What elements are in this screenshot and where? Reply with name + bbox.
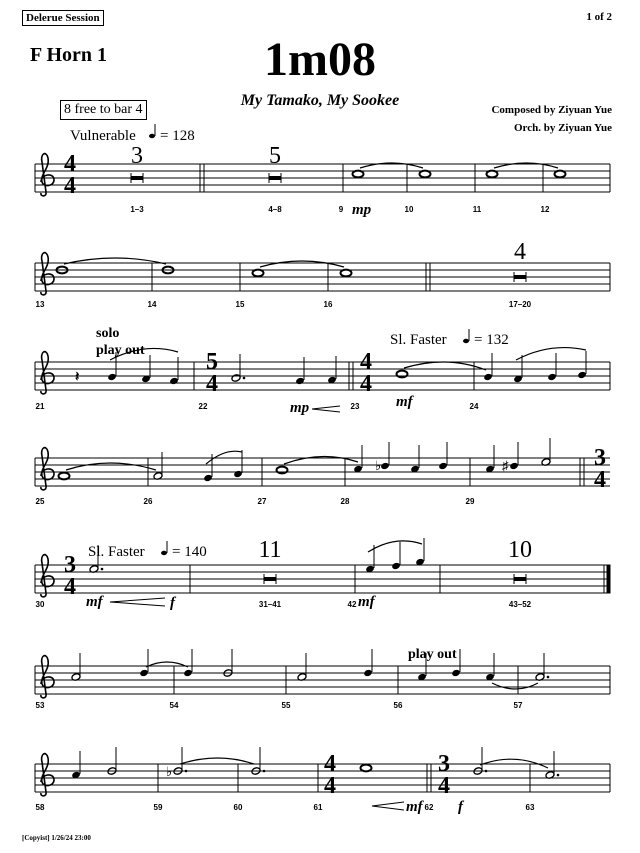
measure-number: 14: [147, 300, 157, 309]
measure-number: 12: [540, 205, 550, 214]
quarter-note: [483, 373, 493, 381]
measure-number: 58: [35, 803, 45, 812]
crescendo-hairpin: [110, 598, 165, 606]
whole-note: [361, 765, 372, 772]
time-sig-bottom: 4: [324, 773, 336, 799]
subtitle: My Tamako, My Sookee: [240, 92, 400, 109]
quarter-note: [380, 462, 390, 470]
measure-number: 60: [233, 803, 243, 812]
measure-number: 22: [198, 402, 208, 411]
measure-number: 16: [323, 300, 333, 309]
flat-icon: ♭: [375, 458, 382, 473]
measure-number: 54: [169, 701, 179, 710]
measure-number: 57: [513, 701, 523, 710]
treble-clef-icon: [41, 448, 54, 490]
time-sig-top: 4: [64, 151, 76, 177]
treble-clef-icon: [41, 555, 54, 597]
time-sig-bottom: 4: [594, 467, 606, 493]
dynamic: mp: [352, 202, 372, 218]
whole-note: [487, 171, 498, 178]
treble-clef-icon: [41, 656, 54, 698]
tie: [66, 463, 156, 470]
multirest-count: 10: [508, 537, 532, 563]
quarter-note: [107, 373, 117, 381]
measure-number: 62: [424, 803, 434, 812]
measure-number: 4–8: [268, 205, 282, 214]
quarter-note: [451, 669, 461, 677]
multirest-icon: [514, 574, 526, 584]
slur: [516, 348, 586, 360]
sharp-icon: ♯: [502, 458, 509, 473]
copyright-line: [Copyist] 1/26/24 23:00: [22, 834, 91, 842]
dynamic: f: [458, 799, 463, 815]
half-note: [231, 374, 241, 383]
part-name: F Horn 1: [30, 44, 108, 66]
crescendo-hairpin: [312, 406, 340, 412]
multirest-icon: [514, 272, 526, 282]
measure-number: 15: [235, 300, 245, 309]
tempo-value: = 128: [160, 128, 195, 144]
quarter-note: [183, 669, 193, 677]
time-sig-top: 3: [64, 552, 76, 578]
whole-note: [59, 473, 70, 480]
quarter-note: [203, 474, 213, 482]
measure-number: 23: [350, 402, 360, 411]
multirest-icon: [269, 173, 281, 183]
composer-credit: Composed by Ziyuan Yue: [491, 104, 612, 116]
quarter-note: [169, 377, 179, 385]
treble-clef-icon: [41, 754, 54, 796]
measure-number: 29: [465, 497, 475, 506]
quarter-note-icon: [149, 124, 155, 138]
quarter-note: [363, 669, 373, 677]
page-title: 1m08: [264, 33, 376, 86]
orchestrator-credit: Orch. by Ziyuan Yue: [513, 122, 612, 134]
system-6: [35, 647, 610, 710]
measure-number: 42: [347, 600, 357, 609]
dynamic: mf: [396, 394, 413, 410]
tie: [260, 261, 344, 267]
direction-solo: solo: [96, 326, 120, 341]
page-number: 1 of 2: [586, 11, 612, 23]
measure-number: 11: [472, 205, 482, 214]
system-1: [35, 124, 610, 218]
time-sig-bottom: 4: [206, 371, 218, 397]
measure-number: 28: [340, 497, 350, 506]
measure-number: 55: [281, 701, 291, 710]
tie: [180, 758, 254, 764]
measure-number: 61: [313, 803, 323, 812]
measure-number: 13: [35, 300, 45, 309]
quarter-note: [233, 470, 243, 478]
tempo-value: = 140: [172, 544, 207, 560]
time-sig-bottom: 4: [360, 371, 372, 397]
system-7: [35, 747, 610, 815]
time-sig-bottom: 4: [438, 773, 450, 799]
quarter-note-icon: [463, 329, 469, 343]
quarter-note-icon: [161, 541, 167, 555]
session-label: Delerue Session: [22, 10, 104, 26]
quarter-note: [391, 562, 401, 570]
measure-number: 9: [338, 205, 344, 214]
whole-note: [353, 171, 364, 178]
slur: [368, 541, 422, 552]
measure-number: 25: [35, 497, 45, 506]
rehearsal-box: 8 free to bar 4: [60, 100, 147, 120]
time-sig-bottom: 4: [64, 173, 76, 199]
direction-play-out: play out: [408, 647, 457, 662]
tempo-marking: Sl. Faster: [390, 332, 447, 348]
measure-number: 59: [153, 803, 163, 812]
time-sig-top: 3: [594, 445, 606, 471]
dynamic: mf: [406, 799, 423, 815]
decrescendo-hairpin: [372, 802, 404, 810]
multirest-count: 4: [514, 239, 526, 265]
tempo-marking: Vulnerable: [70, 128, 136, 144]
tempo-value: = 132: [474, 332, 509, 348]
quarter-note: [577, 371, 587, 379]
measure-number: 53: [35, 701, 45, 710]
measure-number: 56: [393, 701, 403, 710]
multirest-icon: [264, 574, 276, 584]
measure-number: 43–52: [508, 600, 532, 609]
quarter-note: [547, 373, 557, 381]
measure-number: 10: [404, 205, 414, 214]
multirest-icon: [131, 173, 143, 183]
whole-note: [420, 171, 431, 178]
measure-number: 63: [525, 803, 535, 812]
quarter-note: [139, 669, 149, 677]
system-5: [35, 537, 610, 611]
dynamic: f: [170, 595, 175, 611]
multirest-count: 3: [131, 143, 143, 169]
measure-number: 27: [257, 497, 267, 506]
time-sig-bottom: 4: [64, 574, 76, 600]
tempo-marking: Sl. Faster: [88, 544, 145, 560]
time-sig-top: 4: [360, 349, 372, 375]
time-sig-top: 3: [438, 751, 450, 777]
multirest-count: 11: [258, 537, 282, 563]
quarter-note: [509, 462, 519, 470]
treble-clef-icon: [41, 352, 54, 394]
quarter-note: [438, 462, 448, 470]
measure-number: 17–20: [508, 300, 532, 309]
flat-icon: ♭: [166, 764, 173, 779]
measure-number: 26: [143, 497, 153, 506]
measure-number: 30: [35, 600, 45, 609]
system-2: [35, 239, 610, 309]
system-4: [35, 438, 610, 506]
dynamic: mf: [358, 594, 375, 610]
whole-note: [341, 270, 352, 277]
quarter-note: [295, 377, 305, 385]
measure-number: 31–41: [258, 600, 282, 609]
treble-clef-icon: [41, 253, 54, 295]
multirest-count: 5: [269, 143, 281, 169]
system-3: [35, 326, 610, 416]
dynamic: mp: [290, 400, 310, 416]
treble-clef-icon: [41, 154, 54, 196]
direction-play-out: play out: [96, 343, 145, 358]
dynamic: mf: [86, 594, 103, 610]
measure-number: 21: [35, 402, 45, 411]
time-sig-top: 4: [324, 751, 336, 777]
measure-number: 24: [469, 402, 479, 411]
quarter-rest-icon: 𝄽: [75, 370, 80, 385]
whole-note: [555, 171, 566, 178]
tie: [492, 683, 538, 689]
time-sig-top: 5: [206, 349, 218, 375]
measure-number: 1–3: [130, 205, 144, 214]
whole-note: [253, 270, 264, 277]
